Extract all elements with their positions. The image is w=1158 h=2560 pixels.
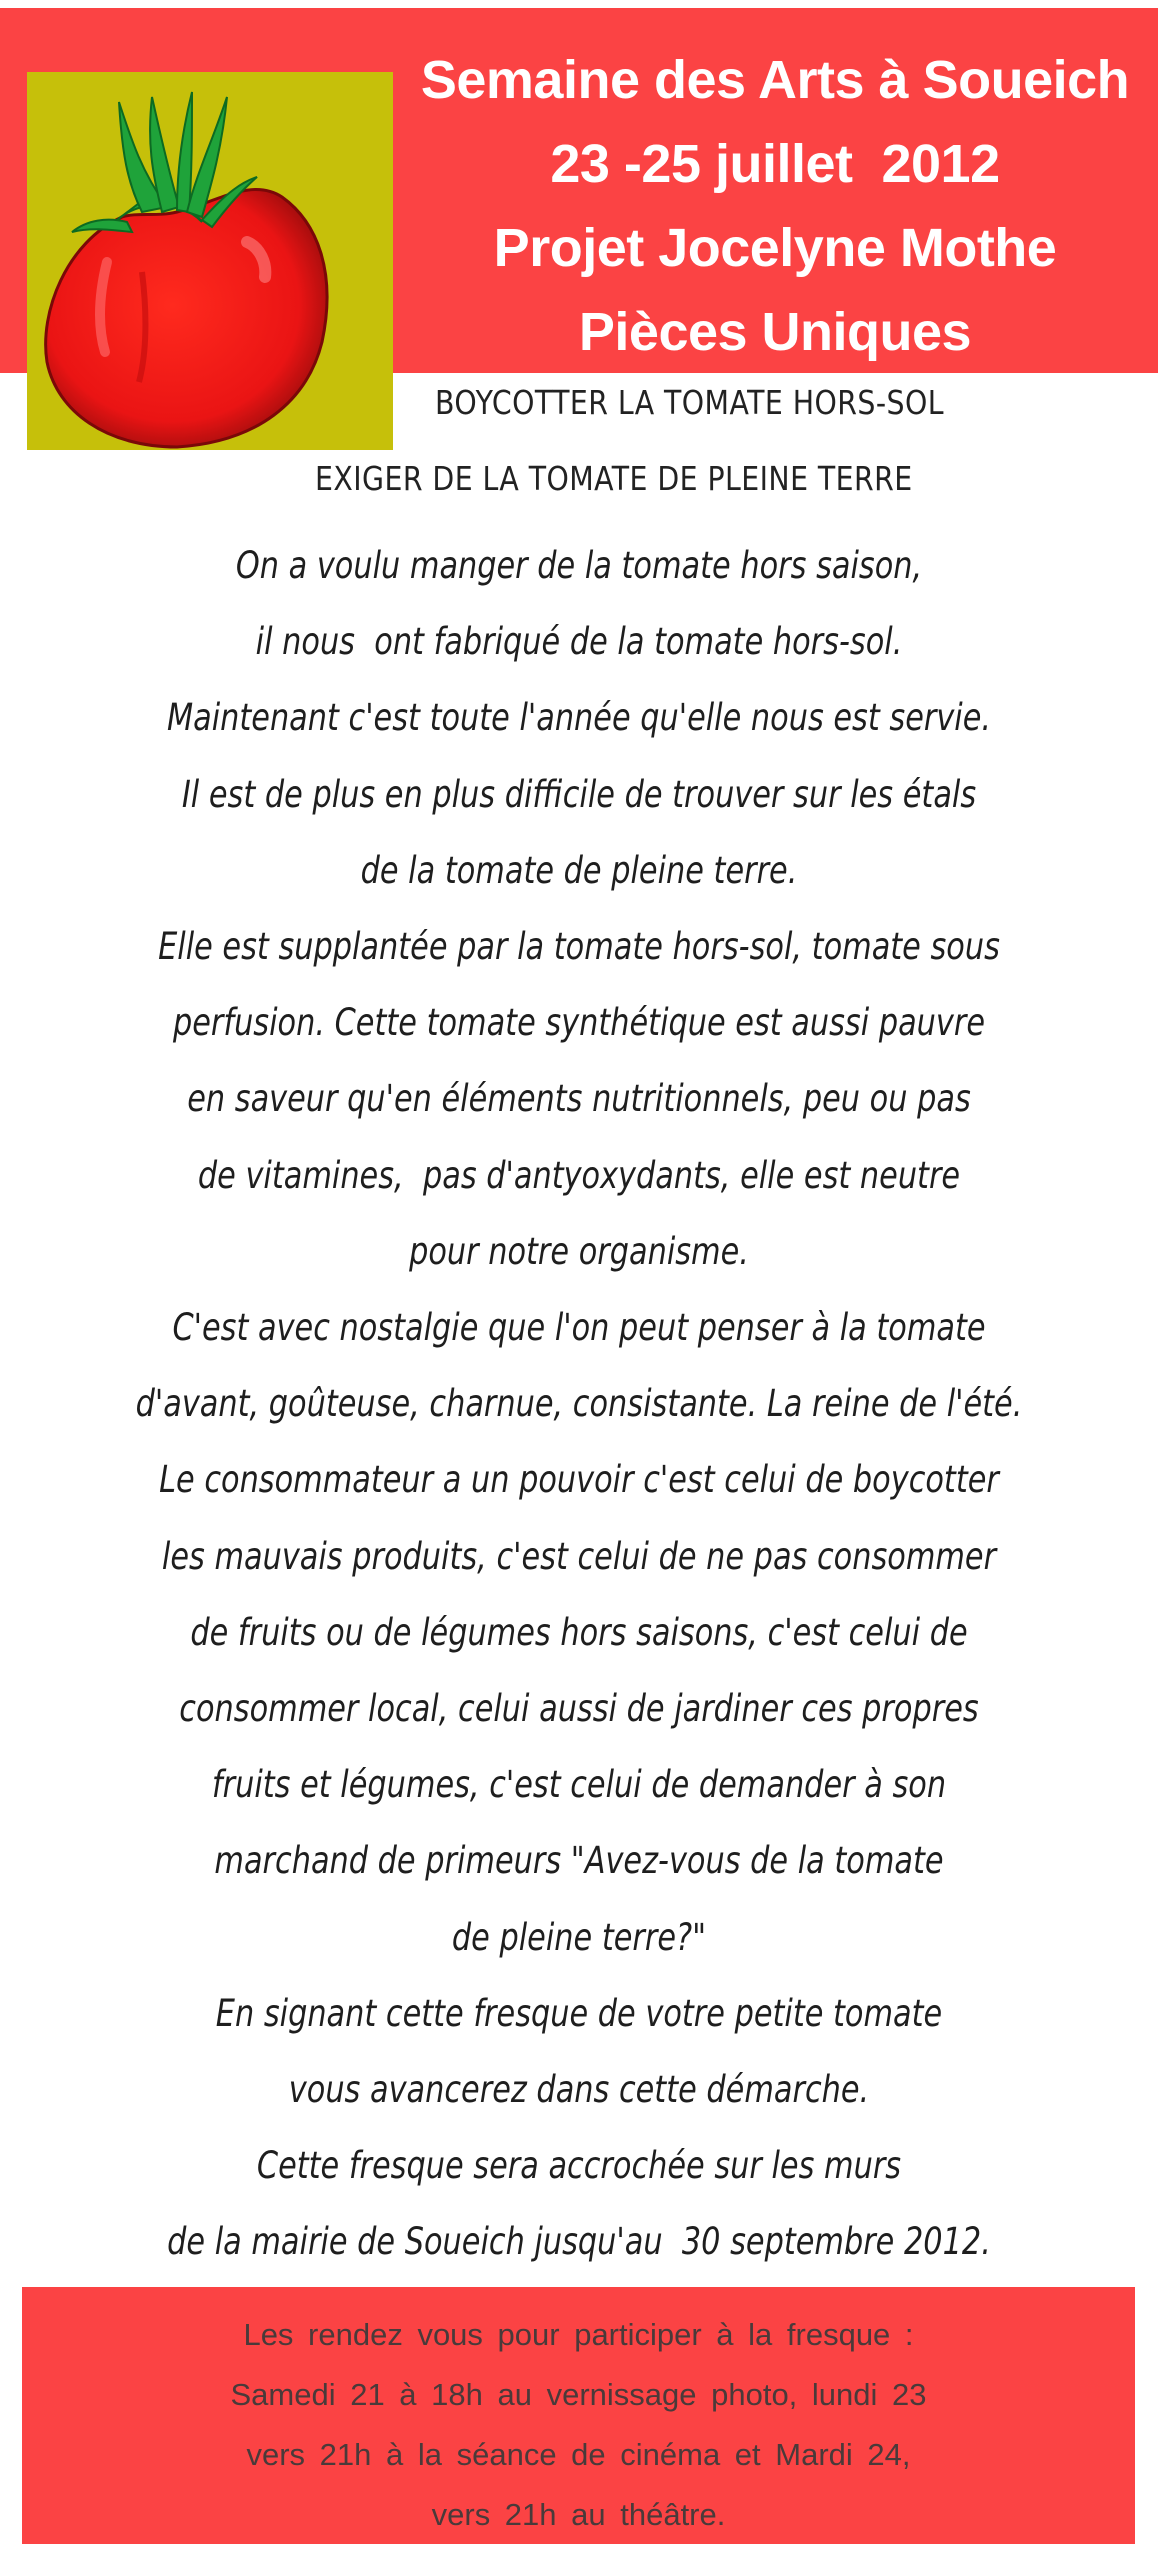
headline-demand: EXIGER DE LA TOMATE DE PLEINE TERRE: [315, 459, 913, 498]
title-event-name: Semaine des Arts à Soueich: [420, 50, 1130, 110]
rendezvous-text: [22, 2305, 1135, 2545]
rendezvous-line: vers 21h au théâtre.: [431, 2497, 726, 2532]
body-line: en saveur qu'en éléments nutritionnels, peu ou pas: [187, 1077, 971, 1121]
body-line: perfusion. Cette tomate synthétique est aussi pauvre: [172, 1001, 986, 1045]
body-line: En signant cette fresque de votre petite tomate: [215, 1991, 943, 2035]
body-line: de la tomate de pleine terre.: [360, 848, 798, 892]
body-line: il nous ont fabriqué de la tomate hors-sol.: [255, 620, 903, 664]
body-line: les mauvais produits, c'est celui de ne pas consommer: [161, 1534, 997, 1578]
rendezvous-line: Samedi 21 à 18h au vernissage photo, lundi 23: [230, 2377, 927, 2412]
tomato-icon: [27, 72, 393, 450]
body-line: Le consommateur a un pouvoir c'est celui de boycotter: [159, 1458, 999, 1502]
body-line: Elle est supplantée par la tomate hors-sol, tomate sous: [158, 925, 1000, 969]
body-line: pour notre organisme.: [409, 1229, 749, 1273]
title-project-author: Projet Jocelyne Mothe: [493, 218, 1057, 278]
tomato-illustration: [27, 72, 393, 450]
body-line: C'est avec nostalgie que l'on peut penser à la tomate: [172, 1306, 986, 1350]
body-line: de la mairie de Soueich jusqu'au 30 septembre 2012.: [167, 2220, 991, 2264]
body-line: d'avant, goûteuse, charnue, consistante. La reine de l'été.: [135, 1382, 1023, 1426]
body-line: Il est de plus en plus difficile de trouver sur les étals: [181, 772, 977, 816]
body-line: On a voulu manger de la tomate hors saison,: [235, 544, 923, 587]
rendezvous-box: [22, 2287, 1135, 2544]
title-subtitle: Pièces Uniques: [578, 302, 972, 362]
body-line: de pleine terre?": [451, 1915, 707, 1959]
event-title: [400, 38, 1150, 374]
body-line: fruits et légumes, c'est celui de demander à son: [211, 1763, 947, 1807]
headline-boycott: BOYCOTTER LA TOMATE HORS-SOL: [435, 383, 944, 422]
body-line: de vitamines, pas d'antyoxydants, elle est neutre: [197, 1153, 961, 1197]
manifesto-body: [0, 528, 1158, 2281]
body-line: Cette fresque sera accrochée sur les murs: [256, 2144, 902, 2188]
body-line: vous avancerez dans cette démarche.: [288, 2068, 870, 2112]
body-line: consommer local, celui aussi de jardiner ces propres: [179, 1687, 979, 1731]
rendezvous-line: vers 21h à la séance de cinéma et Mardi 24,: [246, 2437, 911, 2472]
body-line: Maintenant c'est toute l'année qu'elle nous est servie.: [166, 696, 992, 740]
body-line: marchand de primeurs "Avez-vous de la tomate: [214, 1839, 944, 1883]
title-event-dates: 23 -25 juillet 2012: [550, 134, 1000, 194]
body-line: de fruits ou de légumes hors saisons, c'est celui de: [190, 1610, 968, 1654]
rendezvous-line: Les rendez vous pour participer à la fresque :: [243, 2317, 914, 2352]
